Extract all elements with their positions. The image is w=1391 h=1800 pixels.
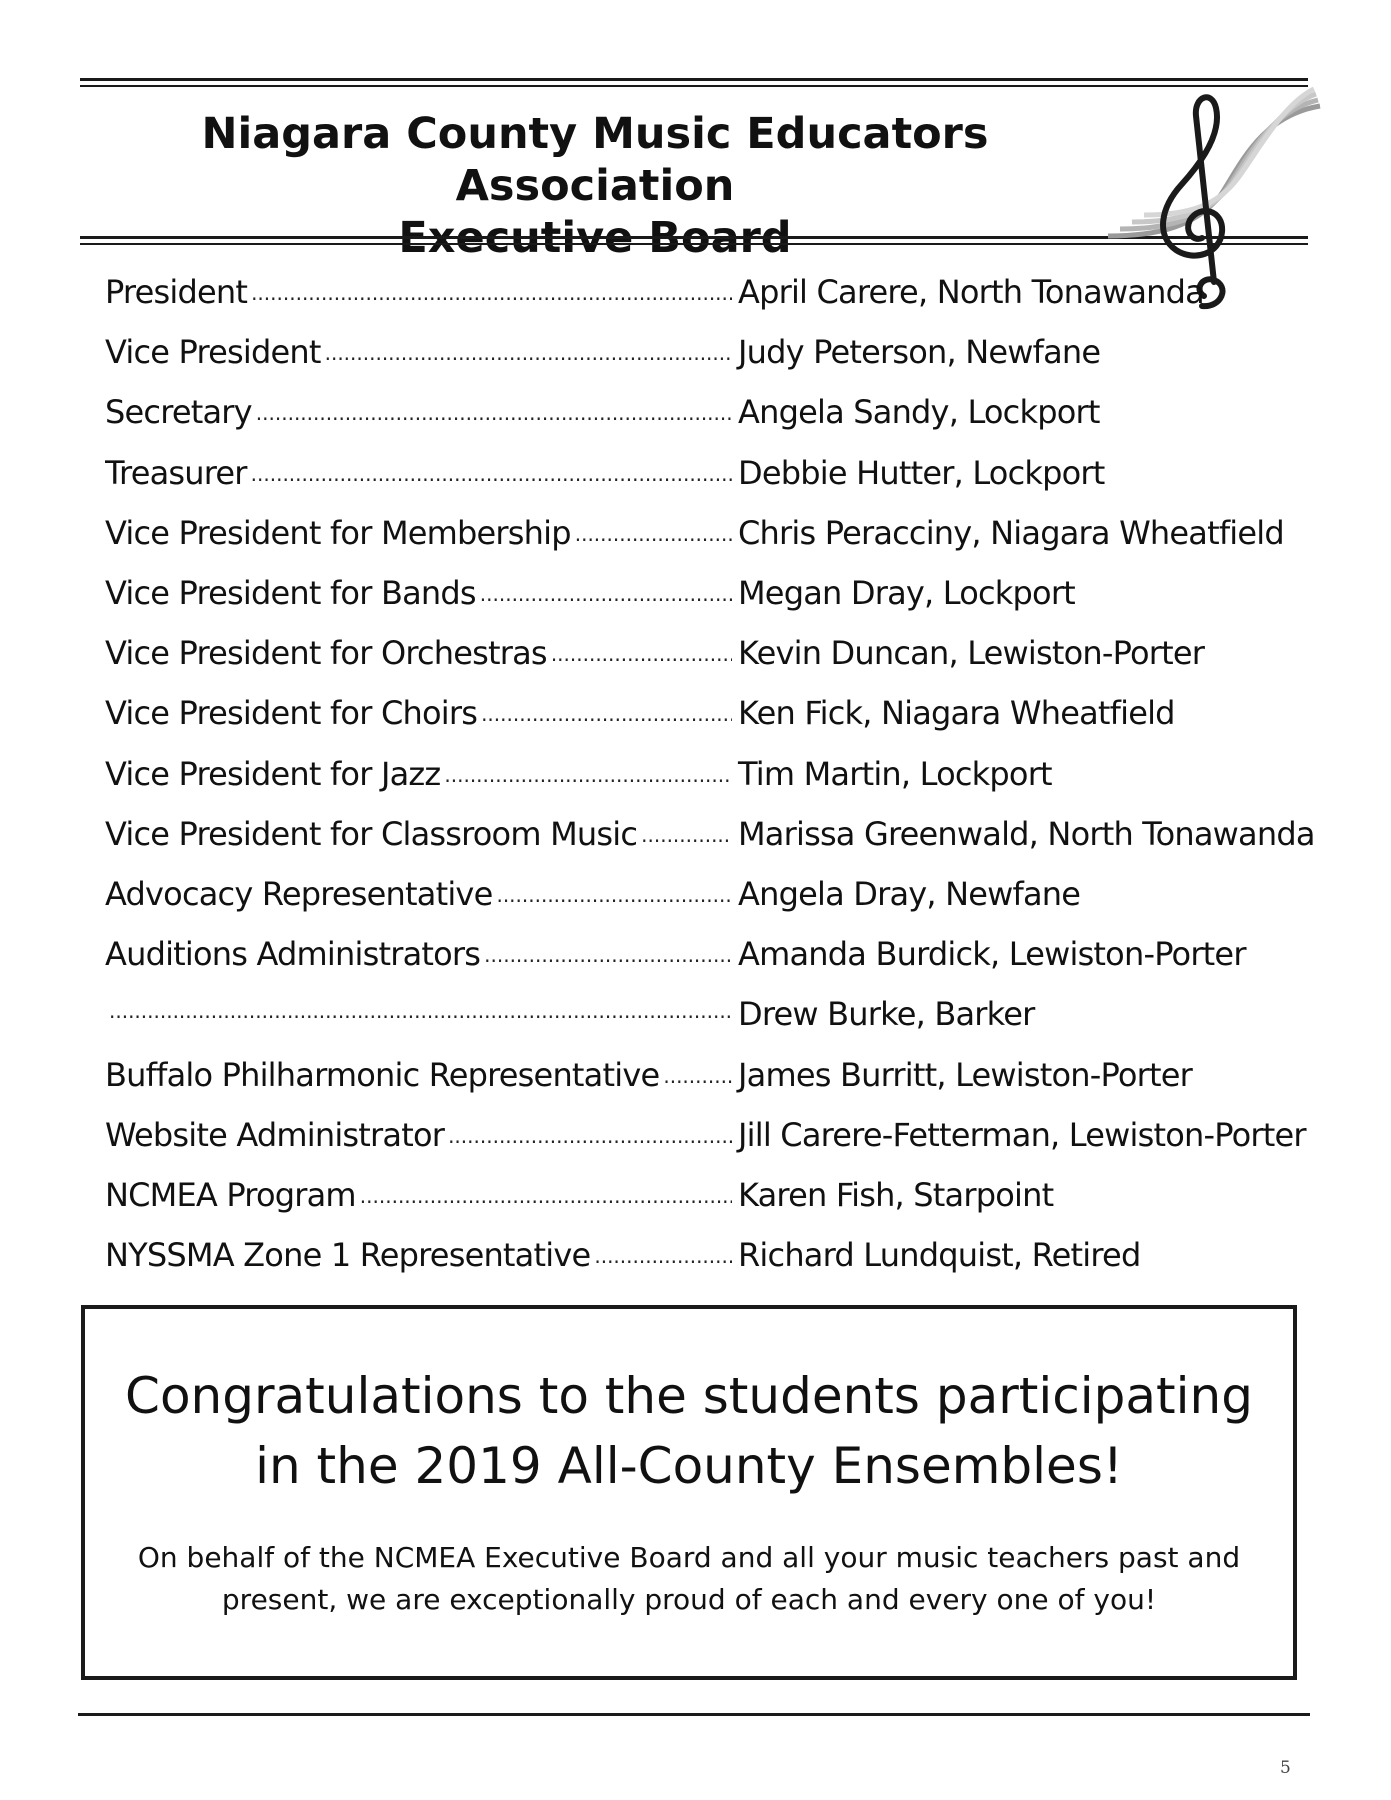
role-label: NYSSMA Zone 1 Representative — [105, 1236, 591, 1275]
role-label: Treasurer — [105, 453, 247, 492]
dot-leader — [551, 642, 732, 672]
board-row-vp-membership — [105, 503, 1325, 563]
member-name: Chris Peracciny, Niagara Wheatfield — [738, 513, 1284, 552]
headline-line-1: Congratulations to the students participating — [125, 1367, 1253, 1425]
role-label: Vice President for Membership — [105, 513, 571, 552]
role-label: Advocacy Representative — [105, 874, 493, 913]
board-row-vp-bands — [105, 563, 1325, 623]
role-label: Buffalo Philharmonic Representative — [105, 1055, 660, 1094]
member-name: Angela Dray, Newfane — [738, 874, 1081, 913]
role-label: Website Administrator — [105, 1115, 445, 1154]
board-row-auditions — [105, 924, 1325, 984]
member-name: April Carere, North Tonawanda — [738, 273, 1204, 312]
member-name: Megan Dray, Lockport — [738, 574, 1075, 613]
board-row-secretary — [105, 382, 1325, 442]
dot-leader — [484, 943, 732, 973]
message-line-1: On behalf of the NCMEA Executive Board and all your music teachers past and — [137, 1541, 1241, 1574]
dot-leader — [480, 582, 732, 612]
role-label: Vice President for Choirs — [105, 694, 478, 733]
congratulations-message — [105, 1537, 1273, 1621]
congratulations-headline — [105, 1361, 1273, 1501]
dot-leader — [481, 702, 732, 732]
member-name: Debbie Hutter, Lockport — [738, 453, 1105, 492]
board-row-vp-orchestras — [105, 623, 1325, 683]
dot-leader — [444, 763, 732, 793]
board-row-website-admin — [105, 1105, 1325, 1165]
role-label: Auditions Administrators — [105, 935, 481, 974]
board-row-nyssma-rep — [105, 1225, 1325, 1285]
board-row-auditions-2 — [105, 984, 1325, 1044]
member-name: Drew Burke, Barker — [738, 995, 1035, 1034]
dot-leader — [109, 999, 732, 1029]
dot-leader — [251, 462, 732, 492]
congratulations-box — [81, 1305, 1297, 1680]
member-name: Ken Fick, Niagara Wheatfield — [738, 694, 1175, 733]
dot-leader — [641, 823, 732, 853]
board-row-vp-choirs — [105, 683, 1325, 743]
board-row-bpo-rep — [105, 1044, 1325, 1104]
member-name: Jill Carere-Fetterman, Lewiston-Porter — [738, 1115, 1306, 1154]
role-label: Secretary — [105, 393, 252, 432]
role-label: Vice President for Bands — [105, 574, 476, 613]
role-label: Vice President for Jazz — [105, 754, 441, 793]
board-row-advocacy — [105, 864, 1325, 924]
footer-divider — [78, 1713, 1310, 1716]
dot-leader — [325, 341, 732, 371]
role-label: President — [105, 273, 248, 312]
dot-leader — [575, 522, 732, 552]
member-name: Tim Martin, Lockport — [738, 754, 1052, 793]
member-name: Angela Sandy, Lockport — [738, 393, 1100, 432]
headline-line-2: in the 2019 All-County Ensembles! — [255, 1437, 1123, 1495]
dot-leader — [496, 883, 732, 913]
board-row-vice-president — [105, 322, 1325, 382]
page-number: 5 — [1280, 1758, 1291, 1778]
dot-leader — [360, 1184, 732, 1214]
board-row-president — [105, 262, 1325, 322]
member-name: Judy Peterson, Newfane — [738, 333, 1101, 372]
board-row-vp-classroom-music — [105, 804, 1325, 864]
member-name: Marissa Greenwald, North Tonawanda — [738, 814, 1315, 853]
executive-board-list — [105, 262, 1325, 1285]
dot-leader — [594, 1244, 732, 1274]
board-row-vp-jazz — [105, 744, 1325, 804]
message-line-2: present, we are exceptionally proud of each and every one of you! — [221, 1583, 1157, 1616]
dot-leader — [256, 401, 732, 431]
member-name: James Burritt, Lewiston-Porter — [738, 1055, 1192, 1094]
role-label: Vice President for Classroom Music — [105, 814, 638, 853]
role-label: Vice President for Orchestras — [105, 634, 547, 673]
member-name: Kevin Duncan, Lewiston-Porter — [738, 634, 1205, 673]
member-name: Amanda Burdick, Lewiston-Porter — [738, 935, 1246, 974]
board-row-program — [105, 1165, 1325, 1225]
dot-leader — [663, 1064, 732, 1094]
member-name: Richard Lundquist, Retired — [738, 1236, 1141, 1275]
dot-leader — [448, 1124, 732, 1154]
role-label: Vice President — [105, 333, 321, 372]
role-label: NCMEA Program — [105, 1175, 356, 1214]
dot-leader — [251, 281, 732, 311]
member-name: Karen Fish, Starpoint — [738, 1175, 1054, 1214]
board-row-treasurer — [105, 443, 1325, 503]
title-line-1: Niagara County Music Educators Association — [201, 109, 989, 211]
